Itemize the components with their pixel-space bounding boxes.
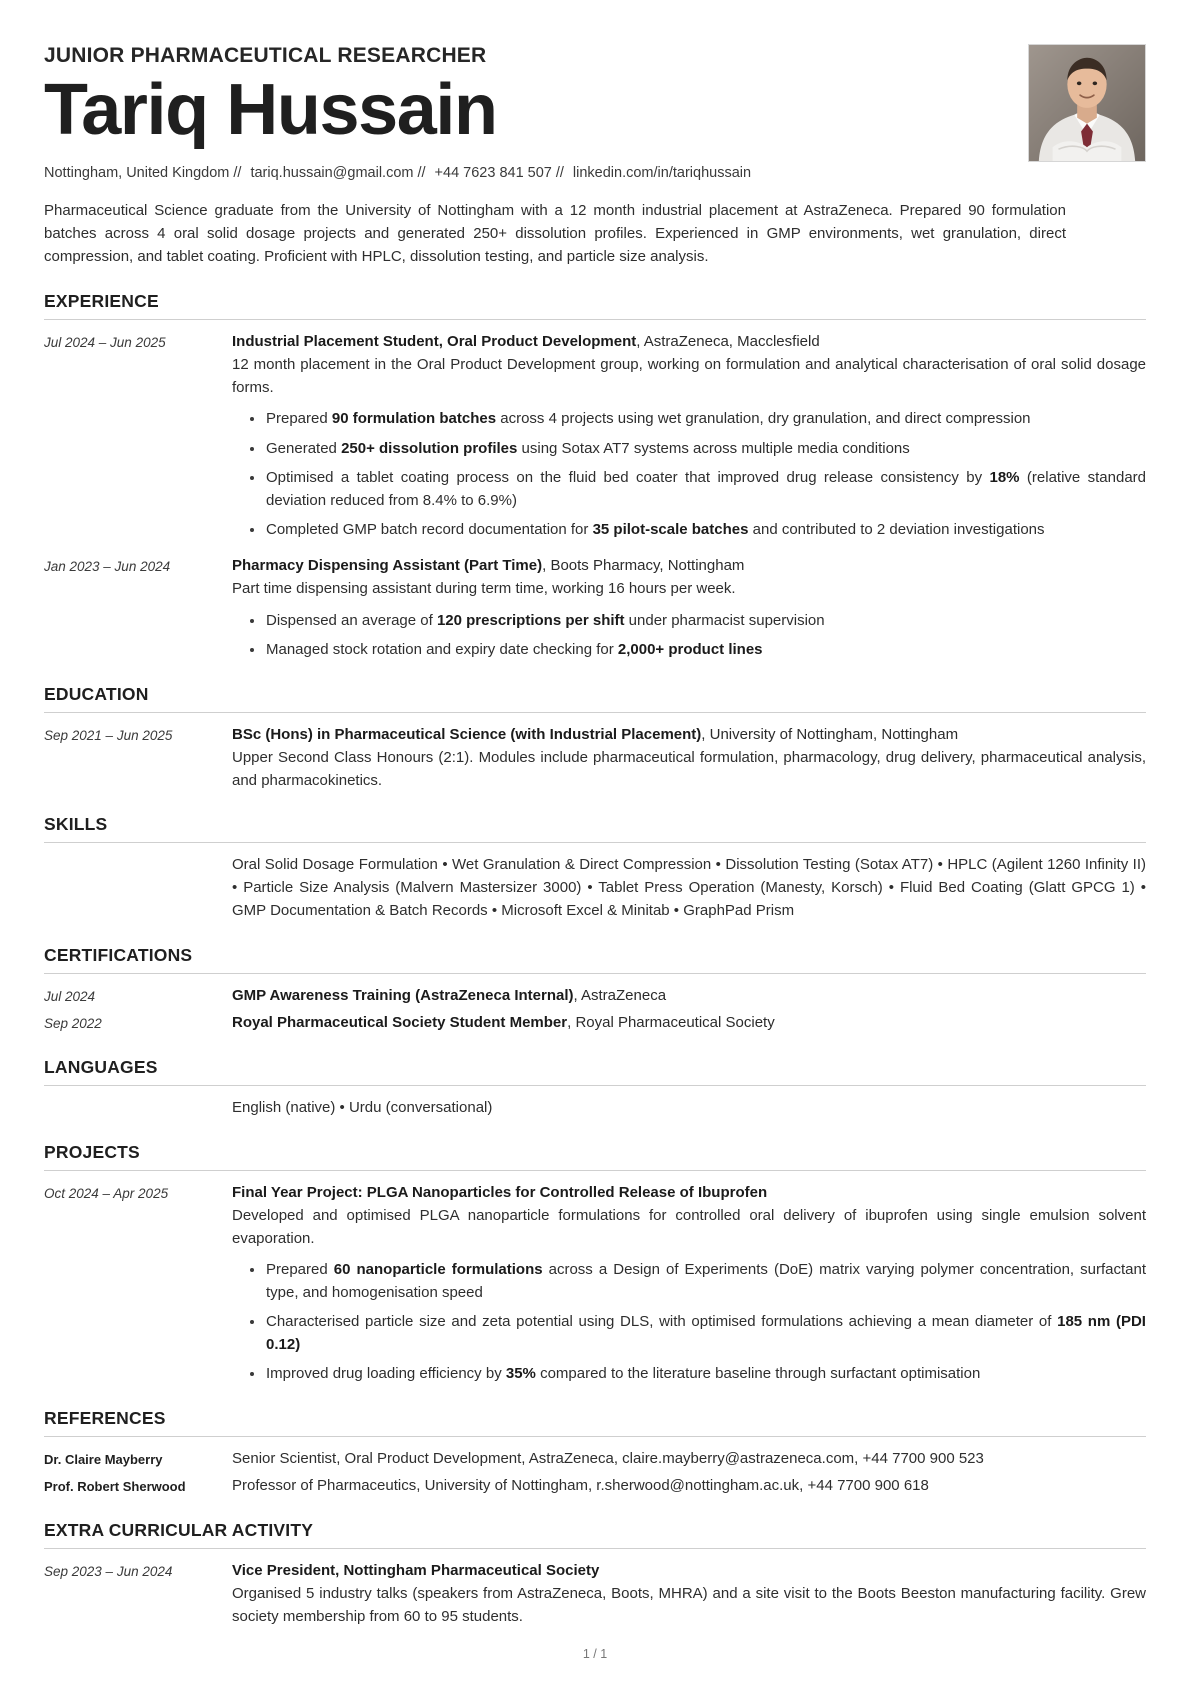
entry-date: Sep 2021 – Jun 2025 — [44, 727, 173, 743]
section-title-languages: LANGUAGES — [44, 1056, 158, 1077]
experience-entry — [44, 555, 1146, 662]
entry-body — [232, 1560, 1146, 1629]
page-title: Tariq Hussain — [44, 70, 497, 151]
bullet-post: (relative standard deviation reduced from 8.4% to 6.9%) — [266, 469, 1147, 509]
section-divider — [44, 319, 1146, 320]
section-languages — [44, 1057, 1146, 1120]
role-title: JUNIOR PHARMACEUTICAL RESEARCHER — [44, 44, 487, 67]
education-entry — [44, 724, 1146, 793]
list-item — [264, 610, 1146, 633]
section-extra-curricular — [44, 1520, 1146, 1629]
entry-bullet-list — [232, 408, 1146, 542]
section-title-extra-curricular: EXTRA CURRICULAR ACTIVITY — [44, 1519, 314, 1540]
reference-detail: Senior Scientist, Oral Product Development, AstraZeneca, claire.mayberry@astrazeneca.com, +44 7700 900 523 — [232, 1449, 984, 1467]
list-item — [264, 438, 1146, 461]
entry-body — [232, 1448, 1146, 1471]
entry-body — [232, 724, 1146, 793]
section-divider — [44, 1170, 1146, 1171]
entry-heading — [232, 724, 1146, 747]
section-experience — [44, 291, 1146, 662]
entry-heading — [232, 331, 1146, 354]
entry-body — [232, 555, 1146, 662]
entry-description: Developed and optimised PLGA nanoparticle formulations for controlled oral delivery of ibuprofen using single emulsion solvent evaporation. — [232, 1207, 1146, 1247]
entry-body — [232, 1182, 1146, 1386]
list-item — [264, 467, 1146, 512]
contact-email[interactable]: tariq.hussain@gmail.com — [250, 164, 414, 181]
bullet-highlight: 90 formulation batches — [331, 410, 497, 428]
languages-text: English (native) • Urdu (conversational) — [232, 1098, 493, 1116]
entry-description: Organised 5 industry talks (speakers from AstraZeneca, Boots, MHRA) and a site visit to the Boots Beeston manufacturing facility. Grew society membership from 60 to 95 students. — [232, 1585, 1146, 1625]
section-divider — [44, 1085, 1146, 1086]
list-item — [264, 1259, 1146, 1304]
extra-curricular-entry — [44, 1560, 1146, 1629]
entry-role: Industrial Placement Student, Oral Product Development — [232, 332, 637, 350]
bullet-highlight: 35 pilot-scale batches — [592, 521, 749, 539]
bullet-pre: Managed stock rotation and expiry date checking for — [266, 641, 618, 659]
entry-date: Sep 2022 — [44, 1016, 102, 1032]
section-projects — [44, 1142, 1146, 1386]
entry-org: , Boots Pharmacy, Nottingham — [542, 556, 745, 574]
certification-name: GMP Awareness Training (AstraZeneca Internal) — [232, 986, 574, 1004]
entry-date: Jul 2024 — [44, 988, 96, 1004]
bullet-pre: Characterised particle size and zeta potential using DLS, with optimised formulations achieving a mean diameter of — [266, 1313, 1058, 1331]
bullet-post: and contributed to 2 deviation investigations — [748, 521, 1045, 539]
section-divider — [44, 973, 1146, 974]
bullet-highlight: 18% — [989, 469, 1020, 487]
project-title: Final Year Project: PLGA Nanoparticles for Controlled Release of Ibuprofen — [232, 1183, 768, 1201]
header-text-block — [44, 44, 1028, 184]
entry-role: Vice President, Nottingham Pharmaceutical Society — [232, 1561, 600, 1579]
section-divider — [44, 712, 1146, 713]
certification-name: Royal Pharmaceutical Society Student Member — [232, 1014, 568, 1032]
section-title-skills: SKILLS — [44, 814, 108, 835]
contact-separator: // — [233, 164, 242, 181]
bullet-pre: Prepared — [266, 1261, 334, 1279]
entry-description: 12 month placement in the Oral Product Development group, working on formulation and analytical characterisation of oral solid dosage forms. — [232, 356, 1146, 396]
professional-summary: Pharmaceutical Science graduate from the University of Nottingham with a 12 month industrial placement at AstraZeneca. Prepared 90 formulation batches across 4 oral solid dosage projects and generated 250+ dissolution profiles. Experienced in GMP environments, wet granulation, direct compression, and tablet coating. Proficient with HPLC, dissolution testing, and particle size analysis. — [44, 202, 1066, 266]
certification-issuer: , AstraZeneca — [573, 986, 667, 1004]
bullet-highlight: 120 prescriptions per shift — [436, 611, 625, 629]
section-divider — [44, 1436, 1146, 1437]
entry-degree: BSc (Hons) in Pharmaceutical Science (with Industrial Placement) — [232, 725, 702, 743]
experience-entry — [44, 331, 1146, 542]
certification-entry — [44, 1012, 1146, 1035]
languages-block — [44, 1097, 1146, 1120]
entry-heading — [232, 555, 1146, 578]
bullet-post: across a Design of Experiments (DoE) matrix varying polymer concentration, surfactant type, and homogenisation speed — [266, 1261, 1147, 1301]
bullet-pre: Optimised a tablet coating process on the fluid bed coater that improved drug release consistency by — [266, 469, 990, 487]
certification-entry — [44, 985, 1146, 1008]
section-title-references: REFERENCES — [44, 1407, 166, 1428]
section-certifications — [44, 945, 1146, 1035]
reference-entry — [44, 1475, 1146, 1498]
section-title-projects: PROJECTS — [44, 1141, 140, 1162]
section-references — [44, 1408, 1146, 1498]
bullet-highlight: 35% — [505, 1365, 536, 1383]
entry-description: Part time dispensing assistant during term time, working 16 hours per week. — [232, 580, 736, 598]
bullet-highlight: 250+ dissolution profiles — [341, 439, 518, 457]
bullet-post: under pharmacist supervision — [624, 611, 825, 629]
entry-heading — [232, 985, 1146, 1008]
contact-line — [44, 163, 1008, 185]
section-title-certifications: CERTIFICATIONS — [44, 944, 193, 965]
entry-bullet-list — [232, 1259, 1146, 1386]
bullet-pre: Prepared — [266, 410, 332, 428]
reference-name: Prof. Robert Sherwood — [44, 1479, 186, 1495]
entry-bullet-list — [232, 610, 1146, 662]
page-footer — [0, 1647, 1190, 1661]
entry-org: , University of Nottingham, Nottingham — [701, 725, 959, 743]
list-item — [264, 1363, 1146, 1386]
bullet-pre: Improved drug loading efficiency by — [266, 1365, 506, 1383]
certification-issuer: , Royal Pharmaceutical Society — [567, 1014, 775, 1032]
section-divider — [44, 1548, 1146, 1549]
entry-date: Jan 2023 – Jun 2024 — [44, 558, 171, 574]
section-skills — [44, 814, 1146, 922]
bullet-pre: Generated — [266, 439, 342, 457]
entry-heading — [232, 1182, 1146, 1205]
bullet-post: using Sotax AT7 systems across multiple media conditions — [517, 439, 910, 457]
reference-name: Dr. Claire Mayberry — [44, 1451, 163, 1467]
entry-heading — [232, 1560, 1146, 1583]
project-entry — [44, 1182, 1146, 1386]
section-divider — [44, 842, 1146, 843]
bullet-pre: Dispensed an average of — [266, 611, 437, 629]
resume-header — [44, 44, 1146, 184]
avatar — [1028, 44, 1146, 162]
entry-date: Sep 2023 – Jun 2024 — [44, 1563, 173, 1579]
contact-linkedin[interactable]: linkedin.com/in/tariqhussain — [572, 164, 752, 181]
bullet-highlight: 60 nanoparticle formulations — [333, 1261, 543, 1279]
reference-detail: Professor of Pharmaceutics, University of Nottingham, r.sherwood@nottingham.ac.uk, +44 7700 900 618 — [232, 1477, 929, 1495]
contact-phone[interactable]: +44 7623 841 507 — [434, 164, 552, 181]
entry-date: Jul 2024 – Jun 2025 — [44, 334, 166, 350]
entry-body — [232, 1475, 1146, 1498]
list-item — [264, 1311, 1146, 1356]
section-education — [44, 684, 1146, 793]
contact-location: Nottingham, United Kingdom — [44, 164, 230, 181]
entry-role: Pharmacy Dispensing Assistant (Part Time) — [232, 556, 543, 574]
entry-org: , AstraZeneca, Macclesfield — [636, 332, 820, 350]
section-title-experience: EXPERIENCE — [44, 290, 159, 311]
list-item — [264, 519, 1146, 542]
skills-block — [44, 854, 1146, 922]
entry-body — [232, 985, 1146, 1008]
bullet-highlight: 185 nm (PDI 0.12) — [266, 1313, 1146, 1353]
reference-entry — [44, 1448, 1146, 1471]
contact-separator: // — [417, 164, 426, 181]
entry-date: Oct 2024 – Apr 2025 — [44, 1185, 169, 1201]
section-title-education: EDUCATION — [44, 683, 149, 704]
bullet-post: compared to the literature baseline through surfactant optimisation — [535, 1365, 981, 1383]
bullet-post: across 4 projects using wet granulation, dry granulation, and direct compression — [496, 410, 1031, 428]
bullet-highlight: 2,000+ product lines — [617, 641, 763, 659]
list-item — [264, 408, 1146, 431]
entry-body — [232, 331, 1146, 542]
page-indicator: 1 / 1 — [582, 1647, 608, 1661]
portrait-photo-icon — [1029, 45, 1145, 161]
entry-heading — [232, 1012, 1146, 1035]
skills-text: Oral Solid Dosage Formulation • Wet Granulation & Direct Compression • Dissolution Testing (Sotax AT7) • HPLC (Agilent 1260 Infinity II) • Particle Size Analysis (Malvern Mastersizer 3000) • Tablet Press Operation (Manesty, Korsch) • Fluid Bed Coating (Glatt GPCG 1) • GMP Documentation & Batch Records • Microsoft Excel & Minitab • GraphPad Prism — [232, 856, 1146, 919]
bullet-pre: Completed GMP batch record documentation for — [266, 521, 593, 539]
list-item — [264, 639, 1146, 662]
contact-separator: // — [555, 164, 564, 181]
entry-body — [232, 1012, 1146, 1035]
entry-description: Upper Second Class Honours (2:1). Modules include pharmaceutical formulation, pharmacology, drug delivery, pharmaceutical analysis, and pharmacokinetics. — [232, 749, 1146, 789]
